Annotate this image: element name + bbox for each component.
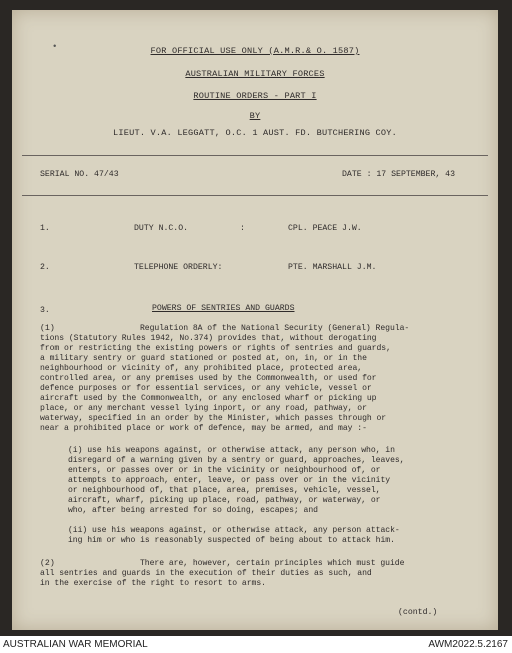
archive-name: AUSTRALIAN WAR MEMORIAL: [3, 639, 148, 650]
subclause-line: (i) use his weapons against, or otherwise attack, any person who, in: [68, 446, 395, 455]
subclause-line: attempts to approach, enter, leave, or pass over or in the vicinity: [68, 476, 391, 485]
archive-footer: [0, 636, 512, 653]
paragraph-line: waterway, specified in an order by the Minister, which passes through or: [40, 414, 387, 423]
divider: [22, 155, 488, 156]
paragraph-line: controlled area, or any premises used by the Commonwealth, or used for: [40, 374, 377, 383]
ink-mark: •: [52, 42, 58, 52]
divider: [22, 195, 488, 196]
subclause-line: disregard of a warning given by a sentry or guard, approaches, leaves,: [68, 456, 405, 465]
duty-separator: :: [240, 224, 245, 233]
subclause-line: ing him or who is reasonably suspected of being about to attack him.: [68, 536, 395, 545]
duty-name: CPL. PEACE J.W.: [288, 224, 362, 233]
paragraph-number: (2): [40, 559, 55, 568]
section-heading: POWERS OF SENTRIES AND GUARDS: [152, 304, 295, 313]
paragraph-line: Regulation 8A of the National Security (General) Regula-: [140, 324, 410, 333]
paragraph-line: neighbourhood or vicinity of, any prohibited place, protected area,: [40, 364, 363, 373]
paragraph-line: aircraft used by the Commonwealth, or any enclosed wharf or picking up: [40, 394, 377, 403]
by-line: BY: [249, 111, 261, 121]
orders-title: ROUTINE ORDERS - PART I: [193, 91, 317, 101]
duty-name: PTE. MARSHALL J.M.: [288, 263, 377, 272]
force-line: AUSTRALIAN MILITARY FORCES: [185, 69, 325, 79]
serial-number: SERIAL NO. 47/43: [40, 170, 119, 179]
paragraph-line: all sentries and guards in the execution of their duties as such, and: [40, 569, 372, 578]
paragraph-line: near a prohibited place or work of defence, may be armed, and may :-: [40, 424, 367, 433]
subclause-line: enters, or passes over or in the vicinity or neighbourhood of, or: [68, 466, 381, 475]
paragraph-line: There are, however, certain principles which must guide: [140, 559, 405, 568]
subclause-line: (ii) use his weapons against, or otherwise attack, any person attack-: [68, 526, 400, 535]
duty-number: 2.: [40, 263, 50, 272]
paragraph-line: from or restricting the existing powers or rights of sentries and guards,: [40, 344, 391, 353]
subclause-line: aircraft, wharf, picking up place, road, pathway, or waterway, or: [68, 496, 381, 505]
section-number: 3.: [40, 306, 50, 315]
paragraph-line: tions (Statutory Rules 1942, No.374) provides that, without derogating: [40, 334, 377, 343]
subclause-line: who, after being arrested for so doing, escapes; and: [68, 506, 318, 515]
restriction-line: FOR OFFICIAL USE ONLY (A.M.R.& O. 1587): [150, 46, 360, 56]
duty-role: TELEPHONE ORDERLY:: [134, 263, 223, 272]
paragraph-line: defence purposes or for essential services, or any vehicle, vessel or: [40, 384, 372, 393]
archive-reference: AWM2022.5.2167: [428, 639, 508, 650]
paragraph-line: a military sentry or guard stationed or posted at, on, in, or in the: [40, 354, 367, 363]
document-page: [12, 10, 498, 630]
continued-note: (contd.): [398, 608, 438, 617]
paragraph-line: in the exercise of the right to resort to arms.: [40, 579, 266, 588]
paragraph-line: place, or any merchant vessel lying inport, or any road, pathway, or: [40, 404, 367, 413]
duty-number: 1.: [40, 224, 50, 233]
order-date: DATE : 17 SEPTEMBER, 43: [342, 170, 456, 179]
officer-line: LIEUT. V.A. LEGGATT, O.C. 1 AUST. FD. BUTCHERING COY.: [113, 128, 397, 138]
paragraph-number: (1): [40, 324, 55, 333]
subclause-line: or neighbourhood of, that place, area, premises, vehicle, vessel,: [68, 486, 381, 495]
duty-role: DUTY N.C.O.: [134, 224, 189, 233]
